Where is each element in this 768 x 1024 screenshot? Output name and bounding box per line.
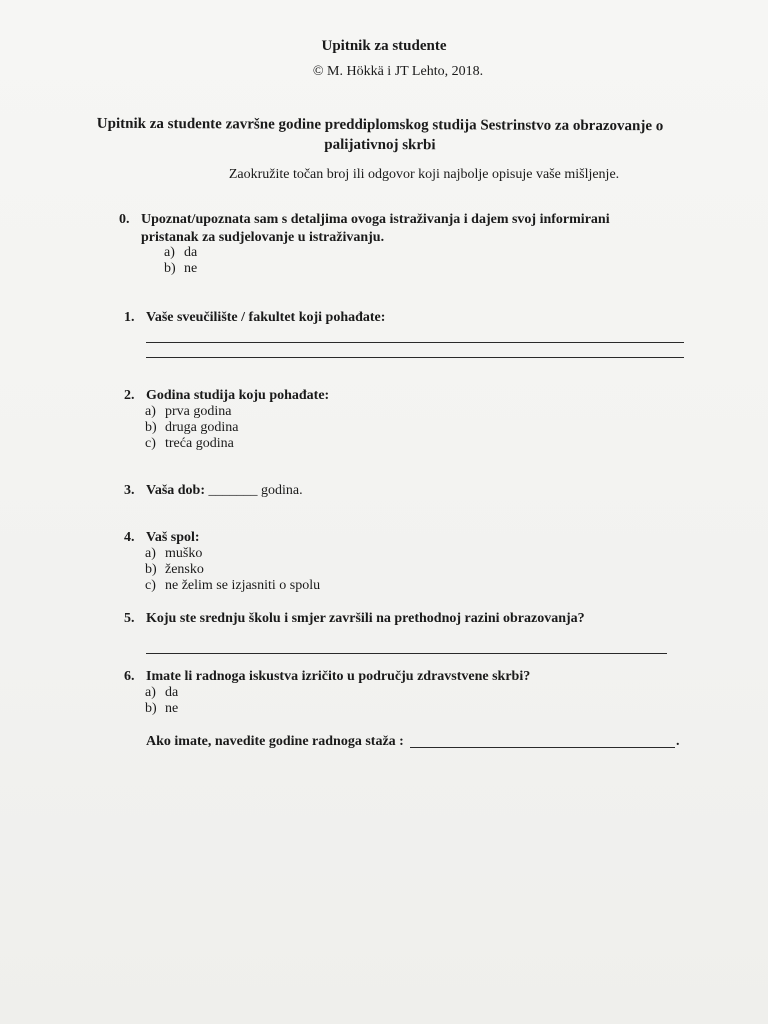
age-suffix: godina. (261, 483, 303, 498)
page-title: Upitnik za studente (321, 38, 447, 54)
q4-option-b[interactable] (145, 562, 204, 578)
q4-option-c[interactable] (145, 578, 320, 594)
q2-option-b[interactable] (145, 420, 238, 436)
question-text-line-1: Upoznat/upoznata sam s detaljima ovoga istraživanja i dajem svoj informirani (141, 212, 610, 227)
q6-option-b[interactable] (145, 701, 178, 717)
option-letter: b) (145, 420, 157, 435)
subtitle-line-2: palijativnoj skrbi (324, 136, 436, 154)
question-number: 2. (124, 388, 135, 403)
answer-line-1a[interactable] (146, 342, 684, 343)
question-text-line-2: pristanak za sudjelovanje u istraživanju. (141, 230, 385, 245)
option-label: žensko (165, 562, 204, 577)
question-number: 5. (124, 611, 135, 626)
question-text (146, 483, 303, 499)
option-letter: a) (145, 685, 156, 700)
followup-end: . (676, 734, 680, 749)
question-number: 3. (124, 483, 135, 498)
question-text: Vaš spol: (146, 530, 200, 545)
option-label: ne (184, 261, 198, 276)
option-letter: a) (145, 546, 156, 561)
subtitle-line-1: Upitnik za studente završne godine preddiplomskog studija Sestrinstvo za obrazovanje o (96, 115, 664, 135)
question-number: 0. (119, 212, 130, 227)
age-blank[interactable]: _______ (208, 483, 258, 498)
option-label: da (184, 245, 198, 260)
questionnaire-subtitle (30, 113, 730, 156)
question-text: Koju ste srednju školu i smjer završili na prethodnoj razini obrazovanja? (146, 611, 585, 626)
question-number: 1. (124, 310, 135, 325)
question-text: Godina studija koju pohađate: (146, 388, 330, 403)
q0-option-b[interactable] (164, 261, 197, 277)
option-letter: a) (145, 404, 156, 419)
option-letter: a) (164, 245, 175, 260)
option-letter: b) (145, 701, 157, 716)
option-letter: c) (145, 436, 156, 451)
option-label: muško (165, 546, 203, 561)
option-label: prva godina (165, 404, 232, 419)
option-letter: b) (164, 261, 176, 276)
followup-text: Ako imate, navedite godine radnoga staža : (146, 734, 404, 749)
option-label: druga godina (165, 420, 239, 435)
q6-option-a[interactable] (145, 685, 178, 701)
question-text: Imate li radnoga iskustva izričito u području zdravstvene skrbi? (146, 669, 531, 684)
answer-line-6[interactable] (410, 747, 675, 748)
option-label: treća godina (165, 436, 234, 451)
q2-option-a[interactable] (145, 404, 231, 420)
q2-option-c[interactable] (145, 436, 234, 452)
answer-line-5[interactable] (146, 653, 667, 654)
option-letter: c) (145, 578, 156, 593)
q0-option-a[interactable] (164, 245, 197, 261)
option-label: ne (165, 701, 179, 716)
option-label: da (165, 685, 179, 700)
option-letter: b) (145, 562, 157, 577)
question-text: Vaše sveučilište / fakultet koji pohađate: (146, 310, 386, 325)
question-number: 4. (124, 530, 135, 545)
answer-line-1b[interactable] (146, 357, 684, 358)
question-label: Vaša dob: (146, 483, 206, 498)
copyright-line: © M. Hökkä i JT Lehto, 2018. (312, 64, 484, 79)
instruction-text: Zaokružite točan broj ili odgovor koji najbolje opisuje vaše mišljenje. (228, 167, 620, 182)
option-label: ne želim se izjasniti o spolu (165, 578, 321, 593)
question-number: 6. (124, 669, 135, 684)
q4-option-a[interactable] (145, 546, 202, 562)
